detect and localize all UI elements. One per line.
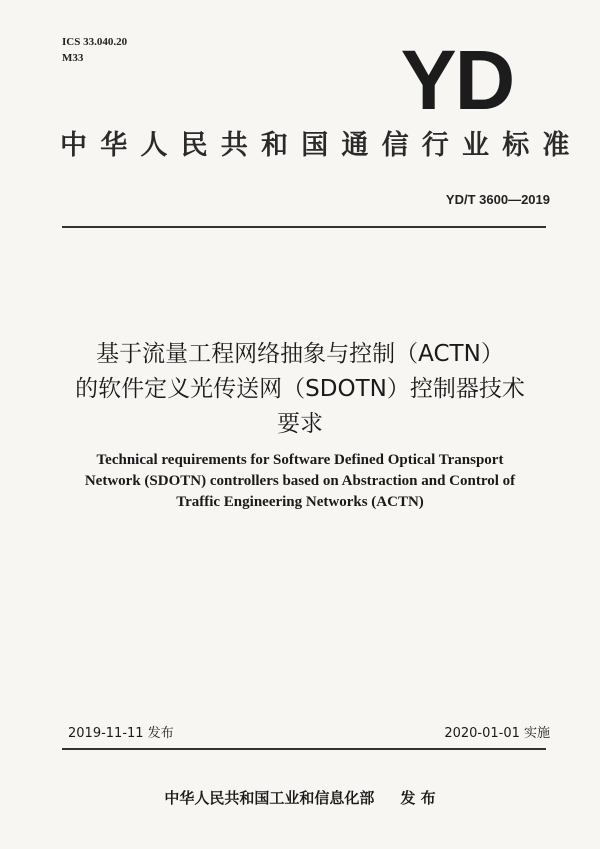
publish-date: 2019-11-11 发布 xyxy=(68,726,174,741)
chinese-title-line: 的软件定义光传送网（SDOTN）控制器技术 xyxy=(75,376,525,402)
ccs-code: M33 xyxy=(62,52,84,64)
english-title-line: Network (SDOTN) controllers based on Abstraction and Control of xyxy=(84,473,516,489)
standard-category: 中华人民共和国通信行业标准 xyxy=(60,130,583,161)
chinese-title-line: 要求 xyxy=(277,411,323,437)
chinese-title xyxy=(30,337,570,442)
implement-date: 2020-01-01 实施 xyxy=(444,726,550,741)
ics-code: ICS 33.040.20 xyxy=(62,36,128,48)
footer-divider xyxy=(62,748,546,750)
classification-codes xyxy=(62,34,127,66)
english-title-line: Technical requirements for Software Defined Optical Transport xyxy=(96,452,504,468)
issuer-name: 中华人民共和国工业和信息化部 xyxy=(164,789,375,807)
yd-logo: YD xyxy=(400,33,514,127)
issuer-line xyxy=(0,786,600,810)
english-title-line: Traffic Engineering Networks (ACTN) xyxy=(176,494,424,510)
header-divider xyxy=(62,226,546,228)
chinese-title-line: 基于流量工程网络抽象与控制（ACTN） xyxy=(96,341,504,367)
english-title xyxy=(40,450,560,513)
standard-number: YD/T 3600—2019 xyxy=(445,192,550,207)
issue-action: 发 布 xyxy=(400,789,436,807)
